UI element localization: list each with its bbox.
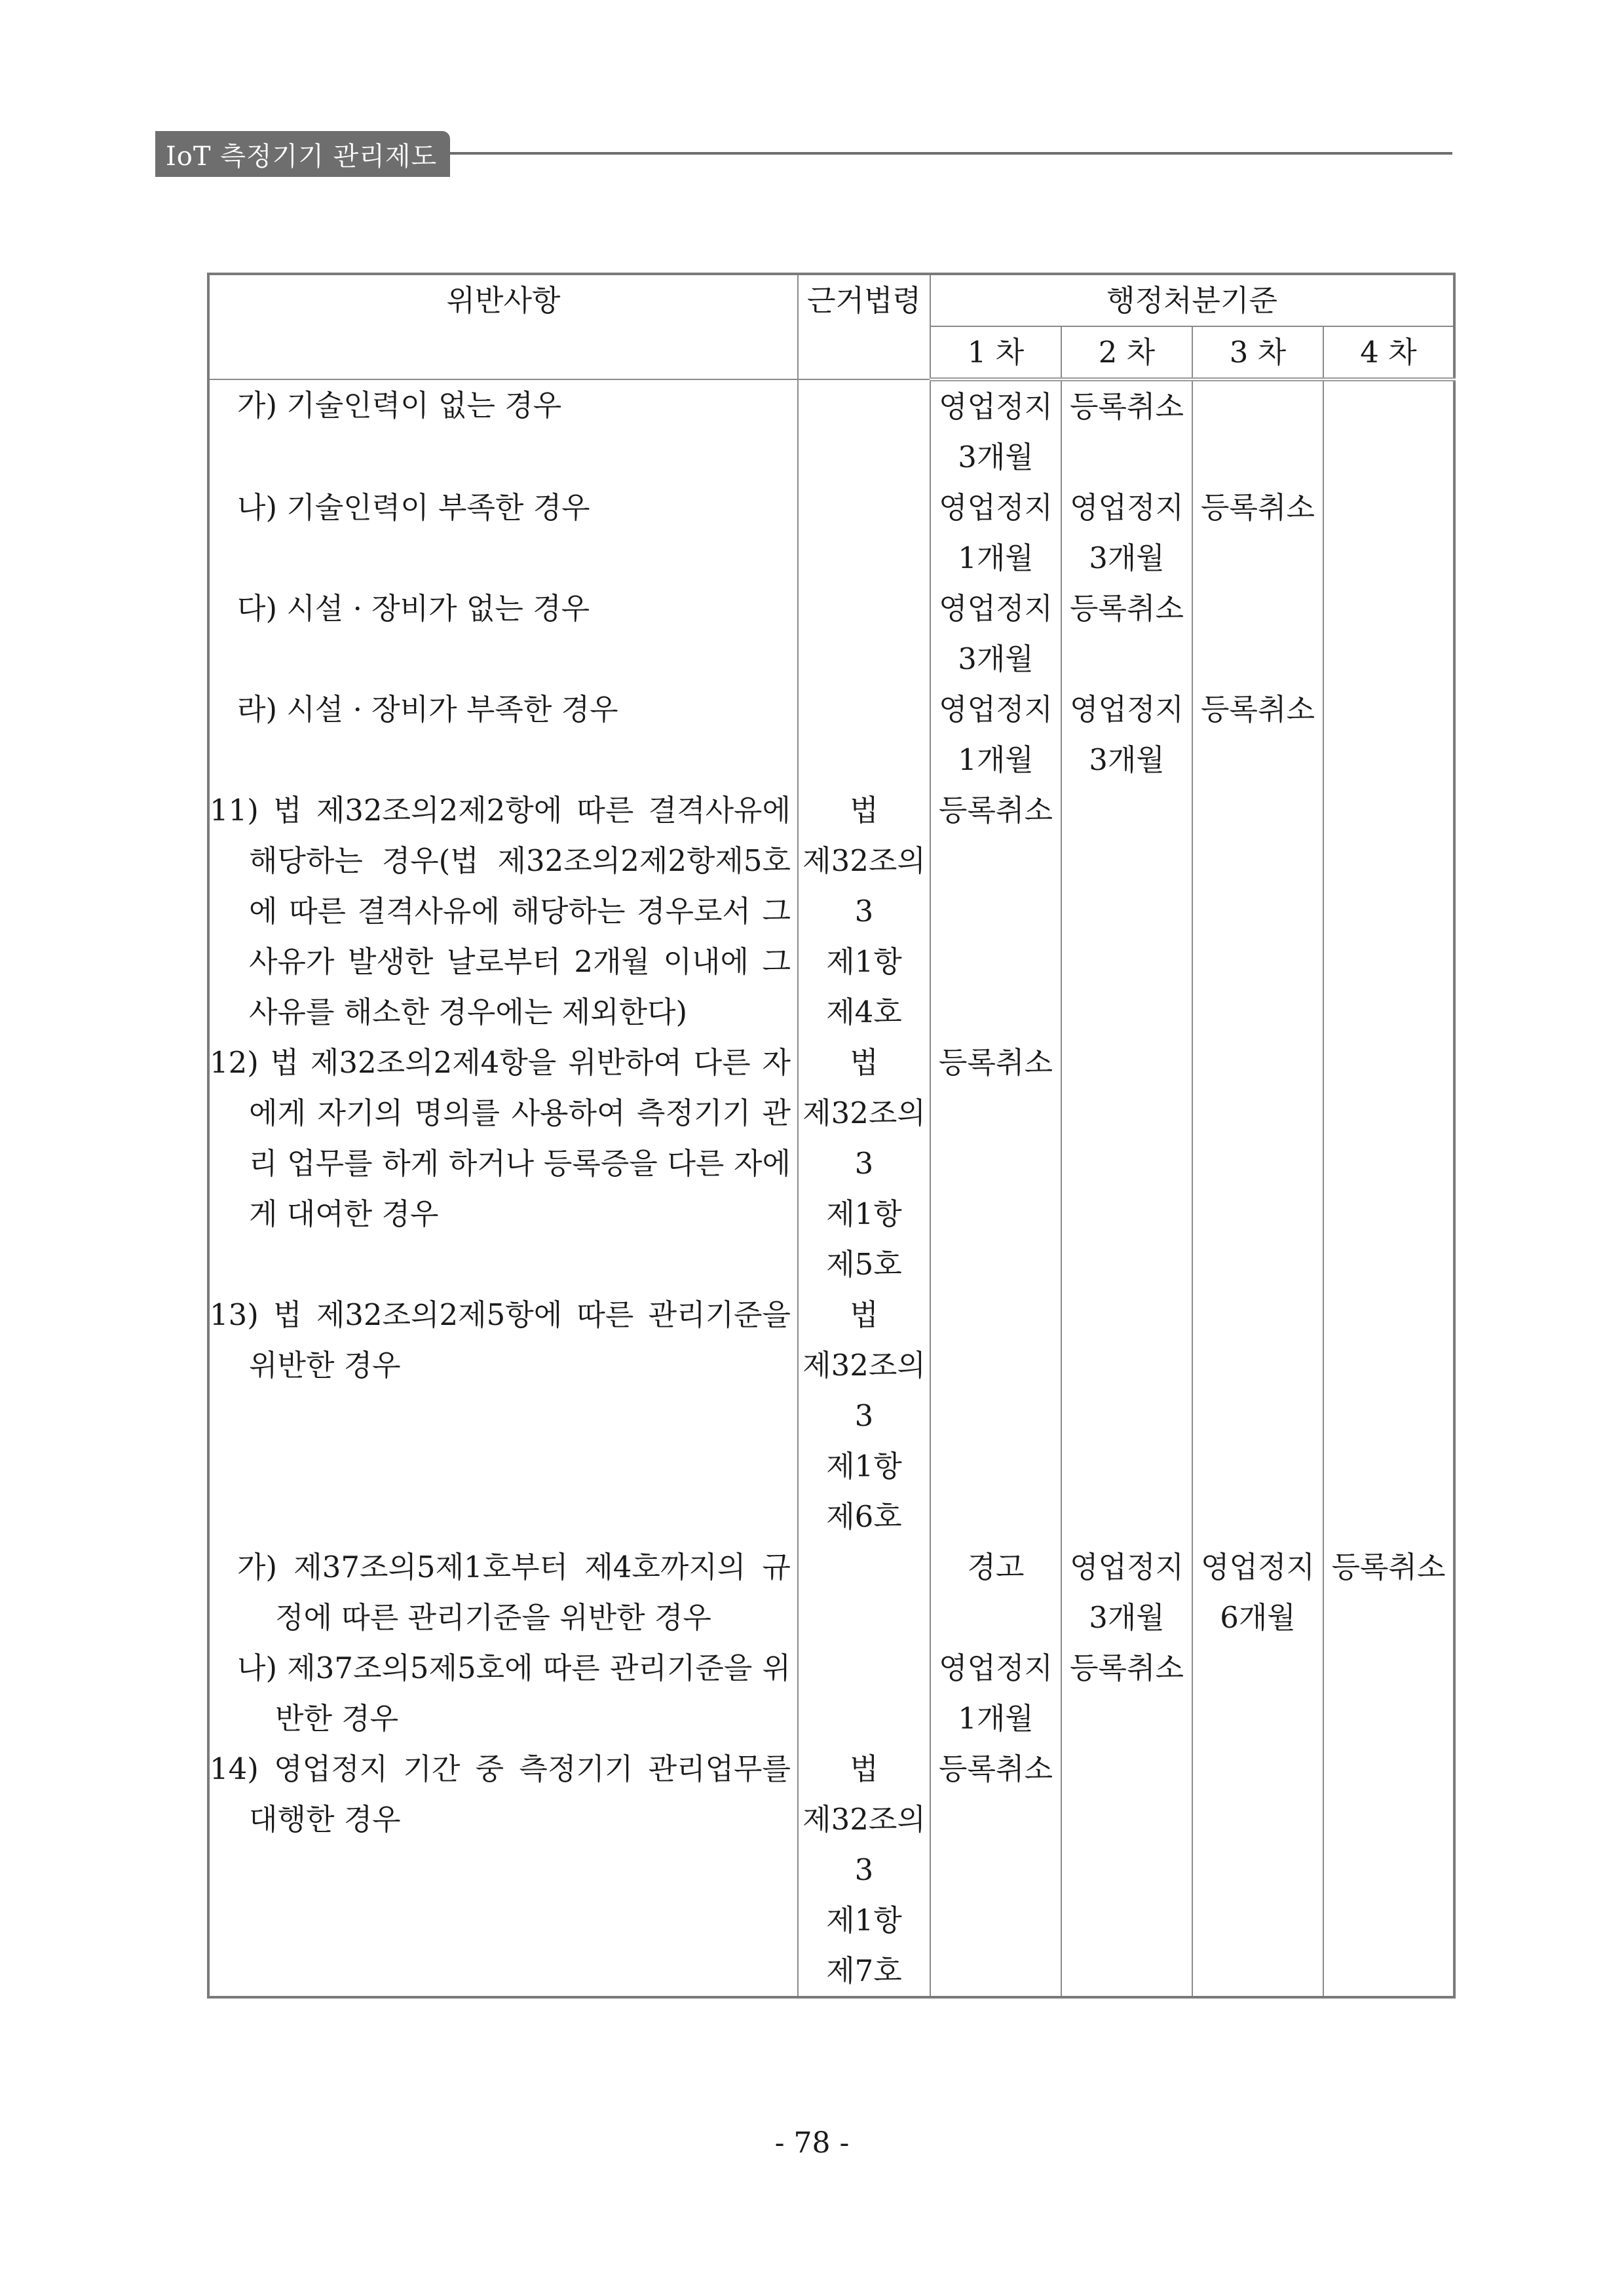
table-row [208,684,1454,785]
violation-text: 14) 영업정지 기간 중 측정기기 관리업무를 대행한 경우 [210,1751,791,1837]
table-row [208,1744,1454,1997]
header-first: 1 차 [930,326,1061,379]
penalty-table [207,273,1456,1999]
violation-cell [208,1542,798,1643]
table-header-row [208,274,1454,326]
penalty-fourth-cell [1323,1037,1454,1290]
law-cell [798,379,930,482]
penalty-fourth-cell [1323,482,1454,583]
law-cell [798,583,930,684]
penalty-first-cell: 영업정지 1개월 [930,684,1061,785]
table-row [208,1542,1454,1643]
law-cell: 법 제32조의3 제1항 제6호 [798,1290,930,1542]
law-cell: 법 제32조의3 제1항 제5호 [798,1037,930,1290]
penalty-second-cell [1061,1037,1192,1290]
violation-cell [208,1744,798,1997]
penalty-fourth-cell: 등록취소 [1323,1542,1454,1643]
table-body [208,379,1454,1997]
penalty-third-cell: 등록취소 [1192,684,1323,785]
law-cell: 법 제32조의3 제1항 제4호 [798,785,930,1037]
violation-cell [208,1290,798,1542]
penalty-third-cell [1192,1643,1323,1744]
penalty-second-cell: 등록취소 [1061,379,1192,482]
law-cell [798,1643,930,1744]
page-number: - 78 - [774,2126,850,2160]
violation-cell [208,379,798,482]
violation-text: 11) 법 제32조의2제2항에 따른 결격사유에 해당하는 경우(법 제32조의2제2항제5호에 따른 결격사유에 해당하는 경우로서 그 사유가 발생한 날로부터 2개월 이내에 그 사유를 해소한 경우에는 제외한다) [210,793,791,1029]
header-criteria: 행정처분기준 [930,274,1454,326]
penalty-third-cell [1192,1290,1323,1542]
penalty-third-cell [1192,785,1323,1037]
penalty-fourth-cell [1323,379,1454,482]
penalty-fourth-cell [1323,1643,1454,1744]
table-row [208,1290,1454,1542]
law-cell [798,482,930,583]
penalty-fourth-cell [1323,583,1454,684]
penalty-fourth-cell [1323,684,1454,785]
penalty-first-cell: 등록취소 [930,1744,1061,1997]
penalty-third-cell [1192,1037,1323,1290]
penalty-third-cell: 등록취소 [1192,482,1323,583]
violation-text: 가) 기술인력이 없는 경우 [237,388,562,423]
penalty-third-cell [1192,583,1323,684]
header-fourth: 4 차 [1323,326,1454,379]
violation-cell [208,482,798,583]
violation-cell [208,785,798,1037]
table-row [208,379,1454,482]
violation-text: 12) 법 제32조의2제4항을 위반하여 다른 자에게 자기의 명의를 사용하여 측정기기 관리 업무를 하게 하거나 등록증을 다른 자에게 대여한 경우 [210,1045,791,1231]
penalty-first-cell [930,1290,1061,1542]
penalty-second-cell: 영업정지 3개월 [1061,482,1192,583]
penalty-fourth-cell [1323,785,1454,1037]
violation-text: 13) 법 제32조의2제5항에 따른 관리기준을 위반한 경우 [210,1297,791,1383]
violation-cell [208,1643,798,1744]
penalty-second-cell: 영업정지 3개월 [1061,1542,1192,1643]
table-row [208,785,1454,1037]
table-row [208,1037,1454,1290]
law-cell [798,1542,930,1643]
penalty-first-cell: 경고 [930,1542,1061,1643]
penalty-first-cell: 등록취소 [930,1037,1061,1290]
violation-cell [208,583,798,684]
penalty-third-cell [1192,379,1323,482]
penalty-second-cell [1061,1290,1192,1542]
header-title: IoT 측정기기 관리제도 [166,141,438,172]
table-row [208,482,1454,583]
penalty-first-cell: 영업정지 1개월 [930,1643,1061,1744]
penalty-third-cell [1192,1744,1323,1997]
penalty-first-cell: 영업정지 1개월 [930,482,1061,583]
violation-text: 가) 제37조의5제1호부터 제4호까지의 규정에 따른 관리기준을 위반한 경우 [237,1550,791,1635]
violation-text: 라) 시설 · 장비가 부족한 경우 [237,692,618,727]
violation-cell [208,684,798,785]
penalty-fourth-cell [1323,1744,1454,1997]
penalty-second-cell [1061,785,1192,1037]
header-law: 근거법령 [798,274,930,379]
violation-cell [208,1037,798,1290]
table-row [208,583,1454,684]
penalty-fourth-cell [1323,1290,1454,1542]
header-rule [450,152,1452,155]
header-tab [155,131,450,177]
penalty-first-cell: 영업정지 3개월 [930,379,1061,482]
violation-text: 나) 기술인력이 부족한 경우 [237,490,590,525]
law-cell: 법 제32조의3 제1항 제7호 [798,1744,930,1997]
table-row [208,1643,1454,1744]
penalty-third-cell: 영업정지 6개월 [1192,1542,1323,1643]
penalty-second-cell: 등록취소 [1061,1643,1192,1744]
header-third: 3 차 [1192,326,1323,379]
penalty-second-cell: 등록취소 [1061,583,1192,684]
penalty-first-cell: 등록취소 [930,785,1061,1037]
law-cell [798,684,930,785]
violation-text: 나) 제37조의5제5호에 따른 관리기준을 위반한 경우 [237,1651,791,1736]
header-second: 2 차 [1061,326,1192,379]
header-violation: 위반사항 [208,274,798,379]
penalty-second-cell [1061,1744,1192,1997]
penalty-first-cell: 영업정지 3개월 [930,583,1061,684]
violation-text: 다) 시설 · 장비가 없는 경우 [237,591,590,626]
penalty-second-cell: 영업정지 3개월 [1061,684,1192,785]
